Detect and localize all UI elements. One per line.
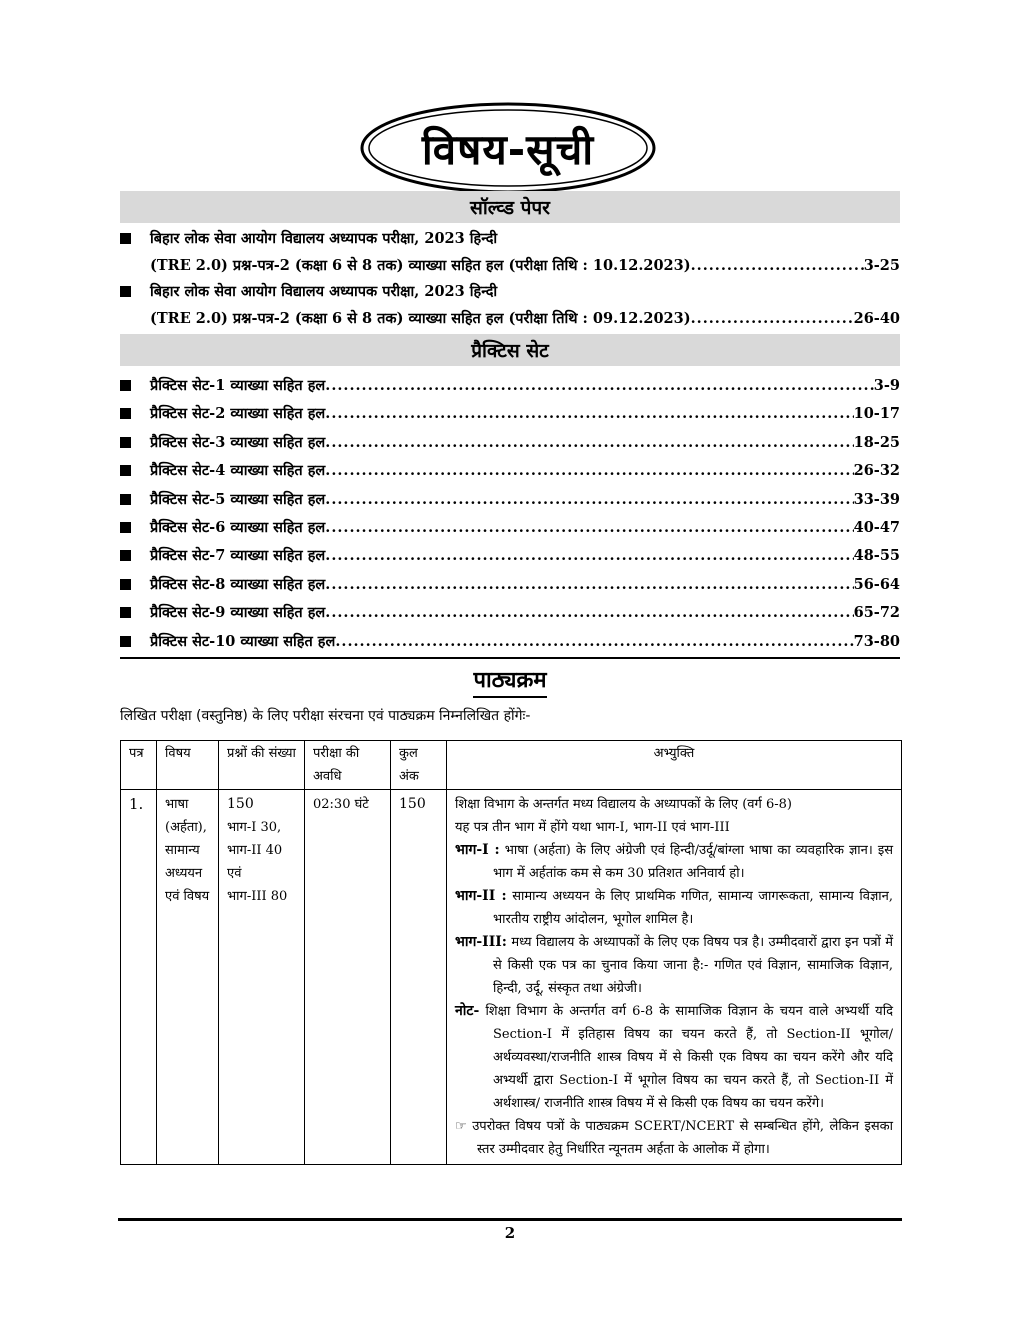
- bullet-square-icon: [120, 522, 131, 533]
- practice-set-line: [150, 517, 900, 537]
- practice-set-item[interactable]: [120, 375, 900, 397]
- bullet-square-icon: [120, 494, 131, 505]
- leader-dots: [335, 633, 853, 650]
- table-header-row: [121, 741, 902, 790]
- part-label: भाग-II :: [455, 888, 507, 904]
- bullet-square-icon: [120, 380, 131, 391]
- practice-set-label: प्रैक्टिस सेट-9 व्याख्या सहित हल: [150, 604, 326, 622]
- cell-remarks: [447, 790, 902, 1165]
- syllabus-heading: [0, 664, 1020, 694]
- leader-dots: [325, 547, 853, 564]
- page-range: 33-39: [853, 490, 900, 508]
- leader-dots: [325, 491, 853, 508]
- solved-entry-line: (TRE 2.0) प्रश्न-पत्र-2 (कक्षा 6 से 8 तक) व्याख्या सहित हल (परीक्षा तिथि : 10.12.2023): [150, 257, 691, 274]
- practice-set-item[interactable]: [120, 517, 900, 539]
- leader-dots: [691, 310, 854, 327]
- page-range: 40-47: [853, 519, 900, 536]
- cell-subject: भाषा (अर्हता), सामान्य अध्ययन एवं विषय: [157, 790, 219, 1165]
- practice-set-label: प्रैक्टिस सेट-1 व्याख्या सहित हल: [150, 377, 326, 394]
- practice-set-label: प्रैक्टिस सेट-10 व्याख्या सहित हल: [150, 632, 336, 650]
- solved-entry-detail: [150, 255, 900, 275]
- question-part: भाग-I 30,: [227, 820, 282, 835]
- page-range: 65-72: [853, 604, 900, 622]
- practice-set-line: [150, 460, 900, 480]
- practice-set-label: प्रैक्टिस सेट-2 व्याख्या सहित हल: [150, 405, 326, 423]
- leader-dots: [691, 257, 864, 274]
- section-divider: [120, 657, 900, 659]
- syllabus-heading-text: पाठ्यक्रम: [473, 668, 546, 698]
- question-total: 150: [227, 796, 254, 812]
- solved-entry-2[interactable]: [120, 281, 900, 329]
- col-paper: पत्र: [121, 741, 157, 790]
- page-range: 56-64: [853, 575, 900, 593]
- practice-set-item[interactable]: [120, 432, 900, 454]
- practice-set-item[interactable]: [120, 403, 900, 425]
- solved-entry-1[interactable]: [120, 228, 900, 276]
- question-part: भाग-III 80: [227, 889, 288, 904]
- remarks-intro: यह पत्र तीन भाग में होंगे यथा भाग-I, भाग-II एवं भाग-III: [455, 820, 730, 835]
- practice-sets-heading: प्रैक्टिस सेट: [120, 334, 900, 366]
- practice-set-item[interactable]: [120, 574, 900, 596]
- practice-set-label: प्रैक्टिस सेट-6 व्याख्या सहित हल: [150, 519, 326, 536]
- part-label: भाग-I :: [455, 842, 500, 858]
- col-subject: विषय: [157, 741, 219, 790]
- page-range: 26-32: [853, 462, 900, 480]
- practice-set-label: प्रैक्टिस सेट-3 व्याख्या सहित हल: [150, 433, 326, 451]
- bullet-square-icon: [120, 408, 131, 419]
- practice-set-label: प्रैक्टिस सेट-7 व्याख्या सहित हल: [150, 547, 326, 565]
- practice-set-item[interactable]: [120, 489, 900, 511]
- solved-entry-detail: [150, 308, 900, 328]
- page-range: 18-25: [853, 433, 900, 451]
- col-remarks: अभ्युक्ति: [447, 741, 902, 790]
- remarks-intro: शिक्षा विभाग के अन्तर्गत मध्य विद्यालय के अध्यापकों के लिए (वर्ग 6-8): [455, 797, 792, 812]
- leader-dots: [325, 405, 853, 422]
- practice-set-item[interactable]: [120, 631, 900, 653]
- practice-set-item[interactable]: [120, 460, 900, 482]
- pointer-text: उपरोक्त विषय पत्रों के पाठ्यक्रम SCERT/NCERT से सम्बन्धित होंगे, लेकिन इसका स्तर उम्मीदवार हेतु निर्धारित न्यूनतम अर्हता के आलोक में होगा।: [472, 1119, 893, 1157]
- page-range: 73-80: [853, 632, 900, 650]
- bullet-square-icon: [120, 607, 131, 618]
- leader-dots: [325, 434, 853, 451]
- col-questions: प्रश्नों की संख्या: [219, 741, 305, 790]
- solved-papers-heading: सॉल्व्ड पेपर: [120, 191, 900, 223]
- page-range: 10-17: [853, 405, 900, 423]
- cell-questions: [219, 790, 305, 1165]
- bullet-square-icon: [120, 579, 131, 590]
- part-label: भाग-III:: [455, 934, 507, 950]
- leader-dots: [325, 576, 853, 593]
- solved-entry-title: बिहार लोक सेवा आयोग विद्यालय अध्यापक परीक्षा, 2023 हिन्दी: [150, 230, 498, 247]
- leader-dots: [325, 519, 853, 536]
- col-marks: कुल अंक: [391, 741, 447, 790]
- note-label: नोट-: [455, 1003, 480, 1019]
- question-part: एवं: [227, 866, 242, 881]
- bullet-square-icon: [120, 465, 131, 476]
- title-oval: [358, 100, 658, 196]
- syllabus-table: [120, 740, 902, 1165]
- col-duration: परीक्षा की अवधि: [305, 741, 391, 790]
- page-range: 3-9: [873, 377, 900, 394]
- practice-set-label: प्रैक्टिस सेट-5 व्याख्या सहित हल: [150, 490, 326, 508]
- bullet-square-icon: [120, 437, 131, 448]
- practice-set-line: [150, 545, 900, 565]
- practice-set-label: प्रैक्टिस सेट-8 व्याख्या सहित हल: [150, 575, 326, 593]
- practice-set-line: [150, 489, 900, 509]
- practice-set-line: [150, 631, 900, 651]
- leader-dots: [325, 604, 853, 621]
- page-range: 48-55: [853, 547, 900, 565]
- bullet-square-icon: [120, 550, 131, 561]
- bullet-square-icon: [120, 286, 131, 297]
- practice-set-line: [150, 574, 900, 594]
- leader-dots: [325, 377, 874, 394]
- part-text: भाषा (अर्हता) के लिए अंग्रेजी एवं हिन्दी/उर्दू/बांग्ला भाषा का व्यवहारिक ज्ञान। इस भाग में अर्हतांक कम से कम 30 प्रतिशत अनिवार्य हो।: [493, 843, 893, 881]
- pointing-hand-icon: ☞: [455, 1119, 467, 1134]
- solved-entry-line: (TRE 2.0) प्रश्न-पत्र-2 (कक्षा 6 से 8 तक) व्याख्या सहित हल (परीक्षा तिथि : 09.12.2023): [150, 310, 691, 327]
- practice-set-item[interactable]: [120, 602, 900, 624]
- page-range: 3-25: [863, 257, 900, 274]
- practice-set-item[interactable]: [120, 545, 900, 567]
- footer-rule: [118, 1218, 902, 1221]
- bullet-square-icon: [120, 636, 131, 647]
- question-part: भाग-II 40: [227, 843, 283, 858]
- leader-dots: [325, 462, 853, 479]
- practice-set-line: [150, 403, 900, 423]
- note-text: शिक्षा विभाग के अन्तर्गत वर्ग 6-8 के सामाजिक विज्ञान के चयन वाले अभ्यर्थी यदि Section-I में इतिहास विषय का चयन करते हैं, तो Section-II भूगोल/अर्थव्यवस्था/राजनीति शास्त्र विषय में से किसी एक विषय का चयन करेंगे और यदि अभ्यर्थी द्वारा Section-I में भूगोल विषय का चयन करते हैं, तो Section-II में अर्थशास्त्र/ राजनीति शास्त्र विषय में से किसी एक विषय का चयन करेंगे।: [485, 1004, 893, 1111]
- practice-set-label: प्रैक्टिस सेट-4 व्याख्या सहित हल: [150, 462, 326, 480]
- cell-duration: 02:30 घंटे: [305, 790, 391, 1165]
- practice-set-line: [150, 375, 900, 395]
- table-row: [121, 790, 902, 1165]
- part-text: सामान्य अध्ययन के लिए प्राथमिक गणित, सामान्य जागरूकता, सामान्य विज्ञान, भारतीय राष्ट्रीय आंदोलन, भूगोल शामिल है।: [493, 889, 893, 927]
- practice-set-line: [150, 602, 900, 622]
- bullet-square-icon: [120, 233, 131, 244]
- part-text: मध्य विद्यालय के अध्यापकों के लिए एक विषय पत्र है। उम्मीदवारों द्वारा इन पत्रों में से किसी एक पत्र का चुनाव किया जाना है:- गणित एवं विज्ञान, सामाजिक विज्ञान, हिन्दी, उर्दू, संस्कृत तथा अंग्रेजी।: [493, 935, 893, 996]
- page-number: 2: [504, 1224, 516, 1242]
- syllabus-intro: लिखित परीक्षा (वस्तुनिष्ठ) के लिए परीक्षा संरचना एवं पाठ्यक्रम निम्नलिखित होंगेः-: [120, 708, 531, 724]
- page-title: विषय-सूची: [421, 124, 595, 174]
- page-range: 26-40: [853, 310, 900, 327]
- practice-set-line: [150, 432, 900, 452]
- cell-paper: 1.: [121, 790, 157, 1165]
- solved-entry-title: बिहार लोक सेवा आयोग विद्यालय अध्यापक परीक्षा, 2023 हिन्दी: [150, 283, 498, 300]
- cell-marks: 150: [391, 790, 447, 1165]
